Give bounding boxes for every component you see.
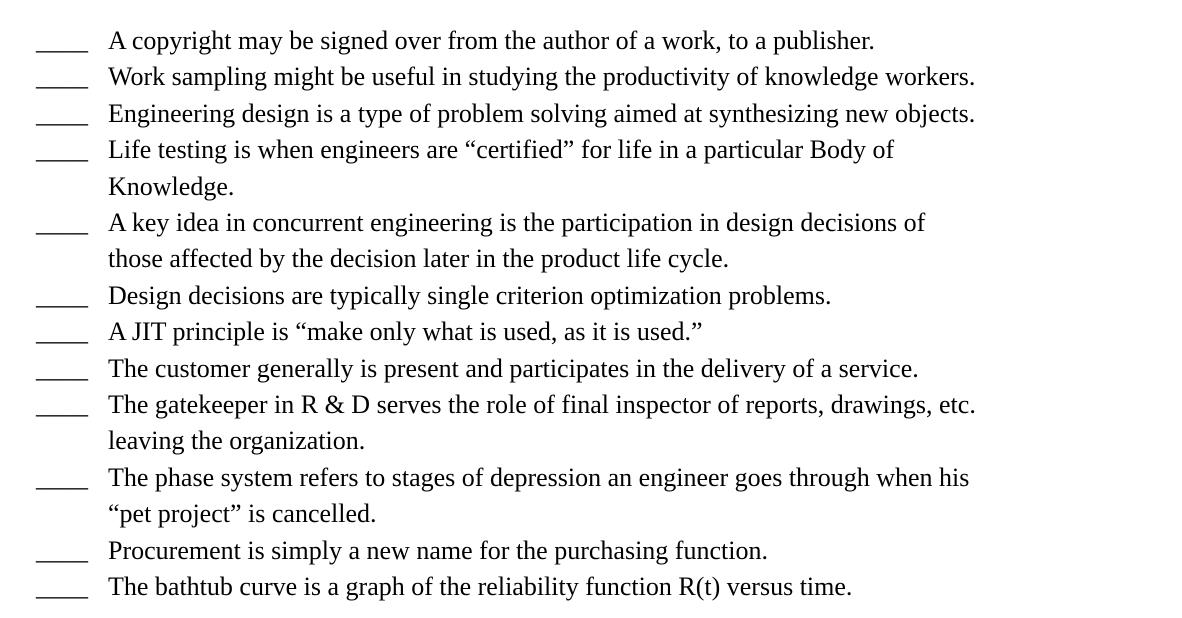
statement-text: The gatekeeper in R & D serves the role of final inspector of reports, drawings, etc. leaving the organization.: [108, 390, 976, 456]
answer-blank: ____: [36, 62, 88, 92]
statement-text: The bathtub curve is a graph of the reliability function R(t) versus time.: [108, 572, 853, 602]
statement-text: A copyright may be signed over from the author of a work, to a publisher.: [108, 26, 875, 55]
answer-blank: ____: [36, 572, 88, 602]
answer-blank: ____: [36, 353, 88, 383]
answer-blank: ____: [36, 535, 88, 565]
statement-text: Procurement is simply a new name for the purchasing function.: [108, 535, 768, 565]
answer-blank: ____: [36, 317, 88, 347]
statement-text: The customer generally is present and participates in the delivery of a service.: [108, 353, 919, 383]
quiz-item: [36, 460, 1176, 533]
quiz-item: [36, 132, 1176, 205]
quiz-item: [36, 278, 1176, 314]
quiz-item: [36, 351, 1176, 387]
statement-text: A JIT principle is “make only what is used, as it is used.”: [108, 317, 703, 347]
statement-text: Engineering design is a type of problem solving aimed at synthesizing new objects.: [108, 98, 976, 128]
answer-blank: ____: [36, 208, 88, 238]
answer-blank: ____: [36, 135, 88, 165]
quiz-item: [36, 533, 1176, 569]
statement-text: Work sampling might be useful in studying the productivity of knowledge workers.: [108, 62, 976, 92]
statement-text: Life testing is when engineers are “certified” for life in a particular Body of Knowledge.: [108, 135, 895, 201]
answer-blank: ____: [36, 26, 88, 55]
quiz-item: [36, 387, 1176, 460]
answer-blank: ____: [36, 280, 88, 310]
answer-blank: ____: [36, 390, 88, 420]
statement-text: Design decisions are typically single criterion optimization problems.: [108, 280, 832, 310]
quiz-item: [36, 569, 1176, 605]
statement-text: The phase system refers to stages of depression an engineer goes through when his “pet project” is cancelled.: [108, 462, 970, 529]
answer-blank: ____: [36, 462, 88, 492]
quiz-item: [36, 205, 1176, 278]
answer-blank: ____: [36, 98, 88, 128]
quiz-item: [36, 96, 1176, 132]
quiz-item: [36, 314, 1176, 350]
statement-text: A key idea in concurrent engineering is the participation in design decisions of those affected by the decision later in the product life cycle.: [108, 208, 926, 274]
quiz-item: [36, 59, 1176, 95]
true-false-quiz: [36, 23, 1176, 606]
quiz-item: [36, 23, 1176, 59]
